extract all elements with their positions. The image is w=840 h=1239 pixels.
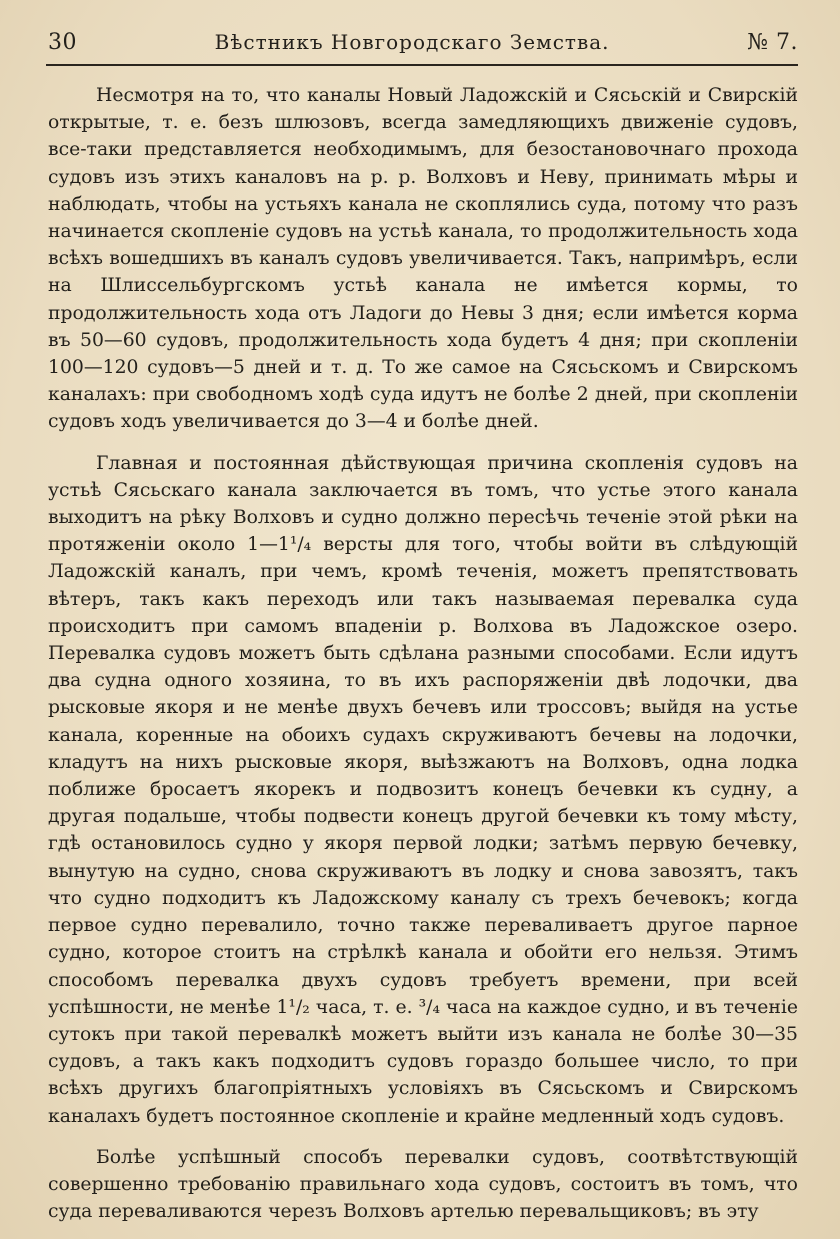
header-rule	[46, 64, 798, 66]
paragraph-1: Несмотря на то, что каналы Новый Ладожскій и Сясьскій и Свирскій открытые, т. е. безъ шлюзовъ, всегда замедляющихъ движеніе судовъ, все-таки представляется необходимымъ, для безостановочнаго прохода судовъ изъ этихъ каналовъ на р. р. Волховъ и Неву, принимать мѣры и наблюдать, чтобы на устьяхъ канала не скоплялись суда, потому что разъ начинается скопленіе судовъ на устьѣ канала, то продолжительность хода всѣхъ вошедшихъ въ каналъ судовъ увеличивается. Такъ, напримѣръ, если на Шлиссельбургскомъ устьѣ канала не имѣется кормы, то продолжительность хода отъ Ладоги до Невы 3 дня; если имѣется корма въ 50—60 судовъ, продолжительность хода будетъ 4 дня; при скопленіи 100—120 судовъ—5 дней и т. д. То же самое на Сясьскомъ и Свирскомъ каналахъ: при свободномъ ходѣ суда идутъ не болѣе 2 дней, при скопленіи судовъ ходъ увеличивается до 3—4 и болѣе дней.	[48, 85, 798, 433]
issue-number: № 7.	[747, 30, 798, 55]
paragraph-2: Главная и постоянная дѣйствующая причина скопленія судовъ на устьѣ Сясьскаго канала заключается въ томъ, что устье этого канала выходитъ на рѣку Волховъ и судно должно пересѣчь теченіе этой рѣки на протяженіи около 1—1¹/₄ версты для того, чтобы войти въ слѣдующій Ладожскій каналъ, при чемъ, кромѣ теченія, можетъ препятствовать вѣтеръ, такъ какъ переходъ или такъ называемая перевалка суда происходитъ при самомъ впаденіи р. Волхова въ Ладожское озеро. Перевалка судовъ можетъ быть сдѣлана разными способами. Если идутъ два судна одного хозяина, то въ ихъ распоряженіи двѣ лодочки, два рысковые якоря и не менѣе двухъ бечевъ или троссовъ; выйдя на устье канала, коренные на обоихъ судахъ скруживаютъ бечевы на лодочки, кладутъ на нихъ рысковые якоря, выѣзжаютъ на Волховъ, одна лодка поближе бросаетъ якорекъ и подвозитъ конецъ бечевки къ судну, а другая подальше, чтобы подвести конецъ другой бечевки къ тому мѣсту, гдѣ остановилось судно у якоря первой лодки; затѣмъ первую бечевку, вынутую на судно, снова скруживаютъ въ лодку и снова завозятъ, такъ что судно подходитъ къ Ладожскому каналу съ трехъ бечевокъ; когда первое судно перевалило, точно также переваливаетъ другое парное судно, которое стоитъ на стрѣлкѣ канала и обойти его нельзя. Этимъ способомъ перевалка двухъ судовъ требуетъ времени, при всей успѣшности, не менѣе 1¹/₂ часа, т. е. ³/₄ часа на каждое судно, и въ теченіе сутокъ при такой перевалкѣ можетъ выйти изъ канала не болѣе 30—35 судовъ, а такъ какъ подходитъ судовъ гораздо большее число, то при всѣхъ другихъ благопріятныхъ условіяхъ въ Сясьскомъ и Свирскомъ каналахъ будетъ постоянное скопленіе и крайне медленный ходъ судовъ.	[48, 452, 798, 1127]
article-body	[48, 82, 798, 1225]
running-header	[48, 30, 798, 64]
journal-title: Вѣстникъ Новгородскаго Земства.	[214, 30, 610, 54]
page-number: 30	[48, 30, 77, 55]
paragraph-3: Болѣе успѣшный способъ перевалки судовъ, соотвѣтствующій совершенно требованію правильнаго хода судовъ, состоитъ въ томъ, что суда переваливаются черезъ Волховъ артелью перевальщиковъ; въ эту	[48, 1146, 798, 1223]
